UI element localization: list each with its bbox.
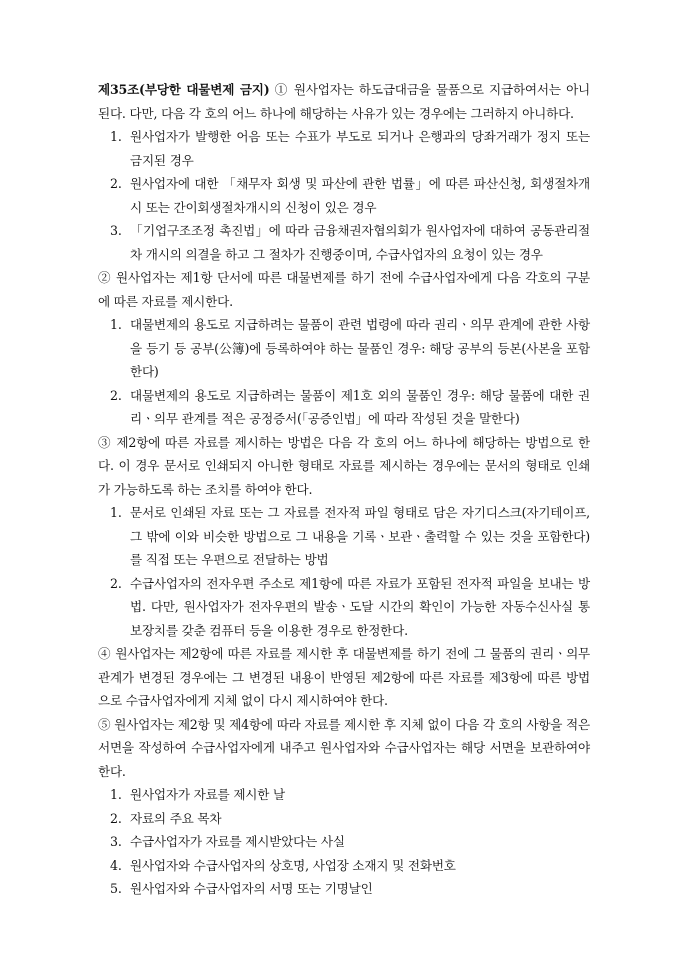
list-item <box>110 125 590 172</box>
item-text: 원사업자에 대한 「채무자 회생 및 파산에 관한 법률」에 따른 파산신청, 회생절차개시 또는 간이회생절차개시의 신청이 있은 경우 <box>130 176 590 215</box>
article-title: 제35조(부당한 대물변제 금지) <box>98 82 270 97</box>
item-text: 원사업자가 발행한 어음 또는 수표가 부도로 되거나 은행과의 당좌거래가 정지 또는 금지된 경우 <box>130 129 590 168</box>
list-item <box>110 313 590 384</box>
item-text: 대물변제의 용도로 지급하려는 물품이 제1호 외의 물품인 경우: 해당 물품에 대한 권리ㆍ의무 관계를 적은 공정증서(「공증인법」에 따라 작성된 것을 말한다) <box>130 387 590 426</box>
list-item <box>110 854 590 878</box>
list-item <box>110 807 590 831</box>
list-item <box>110 783 590 807</box>
item-number: 1. <box>110 787 122 802</box>
paragraph-2-list <box>98 313 590 431</box>
list-item <box>110 219 590 266</box>
paragraph-2: ② 원사업자는 제1항 단서에 따른 대물변제를 하기 전에 수급사업자에게 다음 각호의 구분에 따른 자료를 제시한다. <box>98 270 590 309</box>
list-item <box>110 501 590 572</box>
paragraph-1-text: ① 원사업자는 하도급대금을 물품으로 지급하여서는 아니 된다. 다만, 다음 각 호의 어느 하나에 해당하는 사유가 있는 경우에는 그러하지 아니하다. <box>98 82 590 121</box>
item-text: 원사업자와 수급사업자의 서명 또는 기명날인 <box>130 881 373 896</box>
item-number: 2. <box>110 387 122 403</box>
list-item <box>110 384 590 431</box>
item-text: 대물변제의 용도로 지급하려는 물품이 관련 법령에 따라 권리ㆍ의무 관계에 관한 사항을 등기 등 공부(公簿)에 등록하여야 하는 물품인 경우: 해당 공부의 등본(사본을 포함한다) <box>130 317 590 379</box>
item-number: 1. <box>110 317 122 332</box>
item-text: 원사업자와 수급사업자의 상호명, 사업장 소재지 및 전화번호 <box>130 857 456 873</box>
item-number: 2. <box>110 810 122 826</box>
list-item <box>110 830 590 854</box>
paragraph-3: ③ 제2항에 따른 자료를 제시하는 방법은 다음 각 호의 어느 하나에 해당하는 방법으로 한다. 이 경우 문서로 인쇄되지 아니한 형태로 자료를 제시하는 경우에는 문서의 형태로 인쇄가 가능하도록 하는 조치를 하여야 한다. <box>98 434 590 497</box>
item-number: 3. <box>110 834 122 849</box>
item-number: 1. <box>110 129 122 144</box>
list-item <box>110 877 590 901</box>
paragraph-1-list <box>98 125 590 266</box>
item-text: 문서로 인쇄된 자료 또는 그 자료를 전자적 파일 형태로 담은 자기디스크(자기테이프, 그 밖에 이와 비슷한 방법으로 그 내용을 기록ㆍ보관ㆍ출력할 수 있는 것을 포함한다)를 직접 또는 우편으로 전달하는 방법 <box>130 505 590 567</box>
item-number: 2. <box>110 575 122 591</box>
paragraph-5: ⑤ 원사업자는 제2항 및 제4항에 따라 자료를 제시한 후 지체 없이 다음 각 호의 사항을 적은 서면을 작성하여 수급사업자에게 내주고 원사업자와 수급사업자는 해당 서면을 보관하여야 한다. <box>98 716 590 779</box>
item-number: 3. <box>110 223 122 238</box>
item-text: 「기업구조조정 촉진법」에 따라 금융채권자협의회가 원사업자에 대하여 공동관리절차 개시의 의결을 하고 그 절차가 진행중이며, 수급사업자의 요청이 있는 경우 <box>130 223 590 262</box>
item-text: 수급사업자가 자료를 제시받았다는 사실 <box>130 834 345 849</box>
item-number: 1. <box>110 505 122 520</box>
list-item <box>110 172 590 219</box>
item-number: 4. <box>110 857 122 873</box>
item-number: 5. <box>110 881 122 896</box>
item-number: 2. <box>110 176 122 191</box>
paragraph-3-list <box>98 501 590 642</box>
paragraph-4: ④ 원사업자는 제2항에 따른 자료를 제시한 후 대물변제를 하기 전에 그 물품의 권리ㆍ의무 관계가 변경된 경우에는 그 변경된 내용이 반영된 제2항에 따른 자료를 제3항에 따른 방법으로 수급사업자에게 지체 없이 다시 제시하여야 한다. <box>98 646 590 708</box>
item-text: 원사업자가 자료를 제시한 날 <box>130 787 285 802</box>
item-text: 자료의 주요 목차 <box>130 810 222 826</box>
item-text: 수급사업자의 전자우편 주소로 제1항에 따른 자료가 포함된 전자적 파일을 보내는 방법. 다만, 원사업자가 전자우편의 발송ㆍ도달 시간의 확인이 가능한 자동수신사실 통보장치를 갖춘 컴퓨터 등을 이용한 경우로 한정한다. <box>130 575 590 638</box>
document-page <box>98 78 590 901</box>
paragraph-5-list <box>98 783 590 901</box>
paragraph-1 <box>98 78 590 125</box>
list-item <box>110 572 590 643</box>
